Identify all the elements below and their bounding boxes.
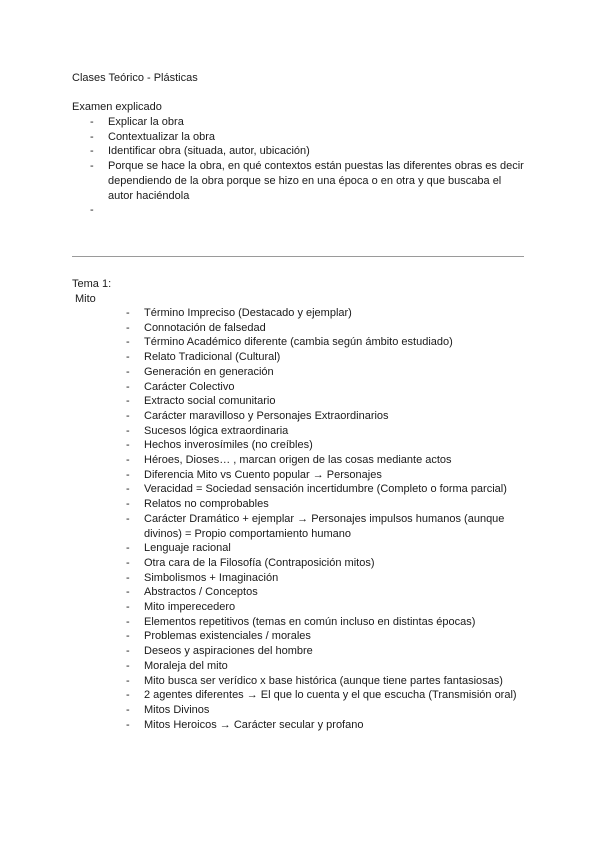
bullet-dash: - [126, 542, 130, 555]
list-item-text: Mito busca ser verídico x base histórica (aunque tiene partes fantasiosas) [144, 674, 503, 687]
list-item-text: Diferencia Mito vs Cuento popular → Personajes [144, 468, 382, 481]
list-item-text: Elementos repetitivos (temas en común incluso en distintas épocas) [144, 615, 476, 628]
list-item-text: Deseos y aspiraciones del hombre [144, 645, 313, 658]
bullet-dash: - [126, 674, 130, 687]
bullet-dash: - [126, 380, 130, 393]
bullet-dash: - [126, 336, 130, 349]
bullet-dash: - [90, 204, 94, 217]
list-item [126, 556, 524, 571]
bullet-dash: - [126, 468, 130, 481]
list-item-text: Contextualizar la obra [108, 130, 216, 143]
bullet-dash: - [126, 454, 130, 467]
list-item [126, 688, 524, 703]
list-item-text: Mitos Divinos [144, 703, 210, 716]
bullet-dash: - [126, 409, 130, 422]
bullet-dash: - [126, 586, 130, 599]
horizontal-divider [72, 256, 524, 257]
list-item [126, 424, 524, 439]
bullet-dash: - [90, 145, 94, 158]
bullet-dash: - [126, 601, 130, 614]
list-item-text: Porque se hace la obra, en qué contextos están puestas las diferentes obras es decir dependiendo de la obra porque se hizo en una época o en otra y que buscaba el autor haciéndola [108, 160, 524, 202]
list-item [90, 144, 528, 159]
examen-list [90, 115, 528, 218]
list-item [126, 453, 524, 468]
document-title: Clases Teórico - Plásticas [72, 72, 198, 84]
list-item [126, 497, 524, 512]
list-item [90, 159, 528, 203]
mito-subheading: Mito [75, 293, 96, 305]
list-item-text: Lenguaje racional [144, 542, 231, 555]
tema-heading: Tema 1: [72, 278, 112, 290]
list-item-text: 2 agentes diferentes → El que lo cuenta y el que escucha (Transmisión oral) [144, 689, 517, 702]
examen-heading: Examen explicado [72, 101, 162, 113]
list-item-text: Carácter Colectivo [144, 380, 235, 393]
bullet-dash: - [126, 321, 130, 334]
list-item-text: Veracidad = Sociedad sensación incertidumbre (Completo o forma parcial) [144, 483, 507, 496]
list-item-text: Connotación de falsedad [144, 321, 266, 334]
list-item-text: Moraleja del mito [144, 659, 228, 672]
list-item-text: Identificar obra (situada, autor, ubicación) [108, 145, 310, 158]
bullet-dash: - [126, 645, 130, 658]
list-item [126, 394, 524, 409]
list-item [126, 438, 524, 453]
bullet-dash: - [126, 556, 130, 569]
list-item [90, 115, 528, 130]
list-item-text: Mitos Heroicos → Carácter secular y profano [144, 718, 364, 731]
list-item-text: Término Impreciso (Destacado y ejemplar) [144, 307, 352, 319]
list-item [126, 512, 524, 541]
bullet-dash: - [126, 571, 130, 584]
bullet-dash: - [126, 351, 130, 364]
list-item-text: Hechos inverosímiles (no creíbles) [144, 439, 313, 452]
bullet-dash: - [126, 307, 130, 319]
list-item-text: Abstractos / Conceptos [144, 586, 258, 599]
list-item [126, 659, 524, 674]
list-item [126, 571, 524, 586]
list-item-text: Carácter Dramático + ejemplar → Personajes impulsos humanos (aunque divinos) = Propio comportamiento humano [144, 512, 505, 540]
list-item [126, 629, 524, 644]
bullet-dash: - [126, 512, 130, 525]
list-item [126, 409, 524, 424]
bullet-dash: - [126, 439, 130, 452]
bullet-dash: - [126, 615, 130, 628]
bullet-dash: - [126, 483, 130, 496]
list-item [126, 380, 524, 395]
bullet-dash: - [126, 630, 130, 643]
list-item [126, 615, 524, 630]
list-item-text: Generación en generación [144, 365, 274, 378]
list-item-text: Sucesos lógica extraordinaria [144, 424, 289, 437]
list-item [90, 130, 528, 145]
list-item [90, 203, 528, 218]
list-item [126, 365, 524, 380]
list-item [126, 335, 524, 350]
list-item-text: Simbolismos + Imaginación [144, 571, 279, 584]
list-item-text: Otra cara de la Filosofía (Contraposición mitos) [144, 556, 375, 569]
bullet-dash: - [126, 689, 130, 702]
list-item [126, 718, 524, 733]
list-item [126, 350, 524, 365]
list-item [126, 600, 524, 615]
bullet-dash: - [126, 424, 130, 437]
list-item-text: Carácter maravilloso y Personajes Extraordinarios [144, 409, 389, 422]
bullet-dash: - [126, 395, 130, 408]
list-item-text: Término Académico diferente (cambia según ámbito estudiado) [144, 336, 453, 349]
bullet-dash: - [126, 498, 130, 511]
list-item-text: Problemas existenciales / morales [144, 630, 311, 643]
list-item [126, 321, 524, 336]
list-item [126, 585, 524, 600]
list-item-text: Explicar la obra [108, 116, 184, 128]
list-item [126, 541, 524, 556]
list-item [126, 703, 524, 718]
bullet-dash: - [90, 116, 94, 128]
bullet-dash: - [90, 160, 94, 173]
list-item-text: Mito imperecedero [144, 601, 236, 614]
list-item [126, 306, 524, 321]
list-item-text: Héroes, Dioses… , marcan origen de las cosas mediante actos [144, 454, 452, 467]
bullet-dash: - [126, 659, 130, 672]
list-item [126, 482, 524, 497]
list-item-text: Relatos no comprobables [144, 498, 269, 511]
bullet-dash: - [126, 718, 130, 731]
bullet-dash: - [126, 365, 130, 378]
list-item-text: Relato Tradicional (Cultural) [144, 351, 281, 364]
list-item [126, 644, 524, 659]
list-item [126, 468, 524, 483]
list-item [126, 674, 524, 689]
list-item-text: Extracto social comunitario [144, 395, 276, 408]
tema-list [126, 306, 524, 732]
bullet-dash: - [126, 703, 130, 716]
bullet-dash: - [90, 130, 94, 143]
